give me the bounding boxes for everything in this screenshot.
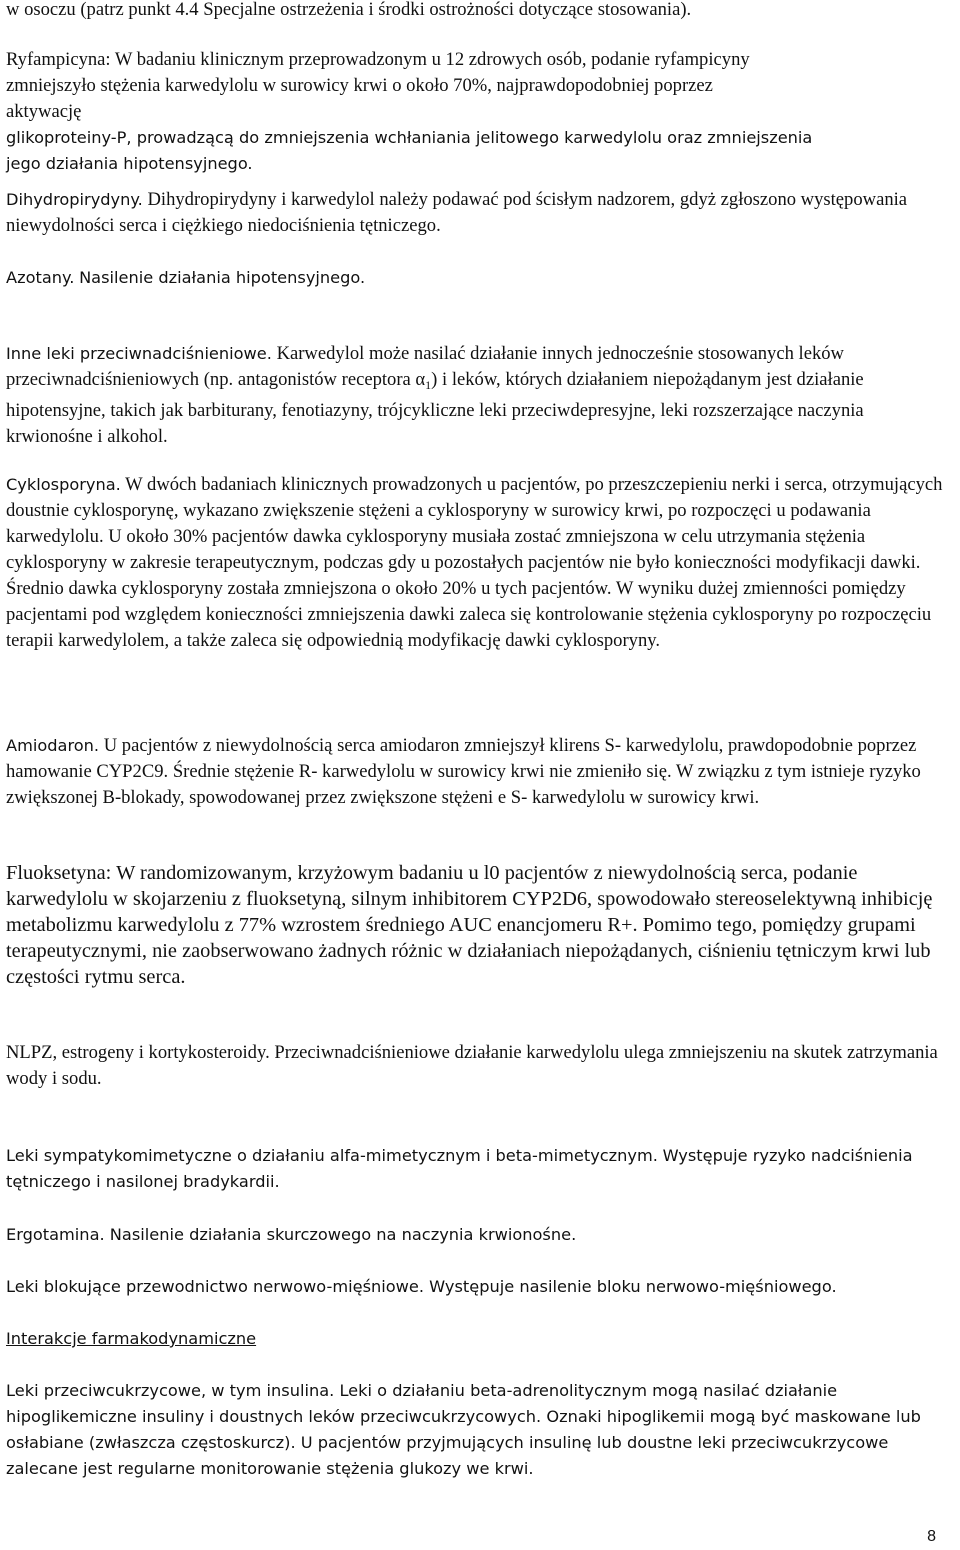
other-antihypertensives-text-b: ) i leków, których działaniem niepożądanym jest działanie hipotensyjne, takich jak barbiturany, fenotiazyny, trójcykliczne leki przeciwdepresyjne, leki rozszerzające naczynia krwionośne i alkohol. (6, 369, 864, 447)
paragraph-continuation: w osoczu (patrz punkt 4.4 Specjalne ostrzeżenia i środki ostrożności dotyczące stosowania). (6, 0, 692, 20)
paragraph-amiodarone (6, 733, 954, 811)
neuromuscular-blockers-term: Leki blokujące przewodnictwo nerwowo-mięśniowe. (6, 1277, 425, 1296)
amiodarone-term: Amiodaron. (6, 736, 100, 755)
other-antihypertensives-text-a: Karwedylol może nasilać działanie innych jednocześnie stosowanych leków przeciwnadciśnieniowych (np. antagonistów receptora α (6, 343, 844, 390)
page-number: 8 (927, 1528, 936, 1545)
other-antihypertensives-term: Inne leki przeciwnadciśnieniowe. (6, 344, 272, 363)
amiodarone-text: U pacjentów z niewydolnością serca amiodaron zmniejszył klirens S- karwedylolu, prawdopodobnie poprzez hamowanie CYP2C9. Średnie stężenie R- karwedylolu w surowicy krwi nie zmieniło się. W związku z tym istnieje ryzyko zwiększonej B-blokady, spowodowanej przez zwiększone stężeni e S- karwedylolu w surowicy krwi. (6, 735, 921, 808)
section-heading: Interakcje farmakodynamiczne (6, 1329, 257, 1348)
rifampicin-line-2: zmniejszyło stężenia karwedylolu w surowicy krwi o około 70%, najprawdopodobniej poprzez (6, 75, 713, 96)
paragraph-nsaids: NLPZ, estrogeny i kortykosteroidy. Przeciwnadciśnieniowe działanie karwedylolu ulega zmniejszeniu na skutek zatrzymania wody i sodu. (6, 1042, 938, 1089)
rifampicin-line-1: Ryfampicyna: W badaniu klinicznym przeprowadzonym u 12 zdrowych osób, podanie ryfampicyny (6, 49, 750, 70)
dihydropyridines-term: Dihydropirydyny. (6, 190, 143, 209)
antidiabetics-text: Leki o działaniu beta-adrenolitycznym mogą nasilać działanie hipoglikemiczne insuliny i doustnych leków przeciwcukrzycowych. Oznaki hipoglikemii mogą być maskowane lub osłabiane (zwłaszcza częstoskurcz). U pacjentów przyjmujących insulinę lub doustne leki przeciwcukrzycowe zalecane jest regularne monitorowanie stężenia glukozy we krwi. (6, 1381, 921, 1478)
paragraph-rifampicin (6, 47, 812, 177)
paragraph-dihydropyridines (6, 187, 954, 239)
paragraph-fluoxetine: Fluoksetyna: W randomizowanym, krzyżowym badaniu u l0 pacjentów z niewydolnością serca, podanie karwedylolu w skojarzeniu z fluoksetyną, silnym inhibitorem CYP2D6, spowodowało stereoselektywną inhibicję metabolizmu karwedylolu z 77% wzrostem średniego AUC enancjomeru R+. Pomimo tego, pomiędzy grupami terapeutycznymi, nie zaobserwowano żadnych różnic w działaniach niepożądanych, ciśnieniu tętniczym krwi lub częstości rytmu serca. (6, 862, 933, 988)
paragraph-other-antihypertensives (6, 341, 954, 450)
rifampicin-line-5: jego działania hipotensyjnego. (6, 154, 253, 173)
paragraph-nitrates (6, 265, 365, 291)
rifampicin-line-4: glikoproteiny-P, prowadzącą do zmniejszenia wchłaniania jelitowego karwedylolu oraz zmniejszenia (6, 128, 813, 147)
paragraph-ergotamine (6, 1222, 576, 1248)
cyclosporine-text: W dwóch badaniach klinicznych prowadzonych u pacjentów, po przeszczepieniu nerki i serca, otrzymujących doustnie cyklosporynę, wykazano zwiększenie stężeni a cyklosporyny w surowicy krwi, po rozpoczęci u podawania karwedylolu. U około 30% pacjentów dawka cyklosporyny musiała zostać zmniejszona w celu utrzymania stężenia cyklosporyny w zakresie terapeutycznym, podczas gdy u pozostałych pacjentów nie było konieczności modyfikacji dawki. Średnio dawka cyklosporyny została zmniejszona o około 20% u tych pacjentów. W wyniku dużej zmienności pomiędzy pacjentami pod względem konieczności zmniejszenia dawki zaleca się kontrolowanie stężenia cyklosporyny po rozpoczęciu terapii karwedylolem, a także zaleca się odpowiednią modyfikację dawki cyklosporyny. (6, 474, 943, 651)
sympathomimetics-text: Występuje ryzyko nadciśnienia tętniczego i nasilonej bradykardii. (6, 1146, 913, 1191)
ergotamine-text: Nasilenie działania skurczowego na naczynia krwionośne. (109, 1225, 577, 1244)
paragraph-cyclosporine (6, 472, 954, 654)
sympathomimetics-term: Leki sympatykomimetyczne o działaniu alfa-mimetycznym i beta-mimetycznym. (6, 1146, 658, 1165)
cyclosporine-term: Cyklosporyna. (6, 475, 121, 494)
alpha-subscript: 1 (425, 378, 432, 392)
paragraph-antidiabetics (6, 1378, 954, 1482)
rifampicin-line-3: aktywację (6, 101, 82, 122)
nitrates-term: Azotany. (6, 268, 75, 287)
antidiabetics-term: Leki przeciwcukrzycowe, w tym insulina. (6, 1381, 335, 1400)
nitrates-text: Nasilenie działania hipotensyjnego. (79, 268, 366, 287)
neuromuscular-blockers-text: Występuje nasilenie bloku nerwowo-mięśniowego. (429, 1277, 837, 1296)
paragraph-neuromuscular-blockers (6, 1274, 837, 1300)
dihydropyridines-text: Dihydropirydyny i karwedylol należy podawać pod ścisłym nadzorem, gdyż zgłoszono występowania niewydolności serca i ciężkiego niedociśnienia tętniczego. (6, 189, 908, 236)
ergotamine-term: Ergotamina. (6, 1225, 105, 1244)
paragraph-sympathomimetics (6, 1143, 954, 1195)
